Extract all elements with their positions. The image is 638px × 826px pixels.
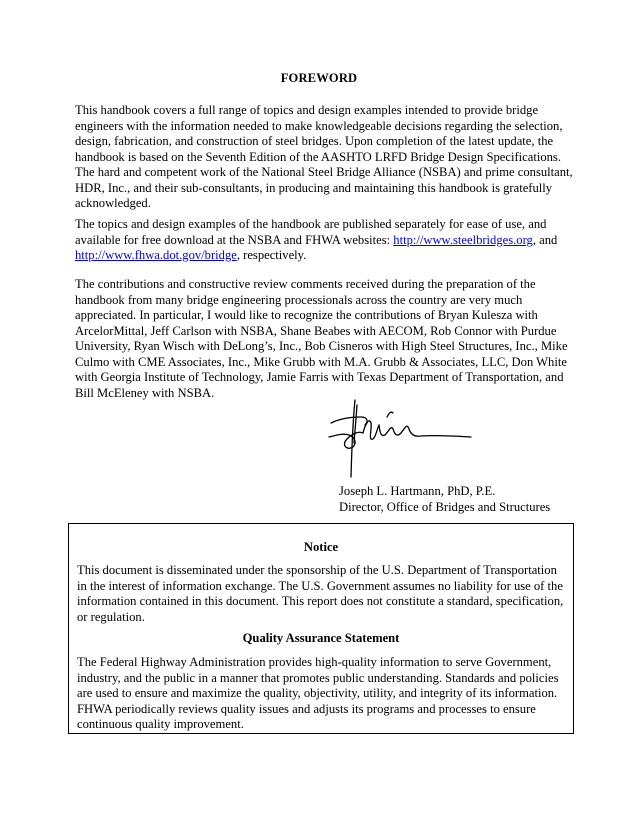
foreword-paragraph-1: This handbook covers a full range of topics and design examples intended to provide bridge engineers with the information needed to make knowledgeable decisions regarding the selection, design, fabrication, and construction of steel bridges. Upon completion of the latest update, the handbook is based on the Seventh Edition of the AASHTO LRFD Bridge Design Specifications. The hard and competent work of the National Steel Bridge Alliance (NSBA) and prime consultant, HDR, Inc., and their sub-consultants, in producing and maintaining this handbook is gratefully acknowledged.: [75, 103, 573, 210]
signer-title: Director, Office of Bridges and Structures: [339, 500, 551, 514]
notice-text: This document is disseminated under the sponsorship of the U.S. Department of Transportation in the interest of information exchange. The U.S. Government assumes no liability for use of the information contained in this document. This report does not constitute a standard, specification, or regulation.: [77, 563, 564, 624]
page-title: FOREWORD: [280, 71, 358, 85]
signer-block: [339, 483, 550, 515]
paragraph-2-text-before: The topics and design examples of the handbook are published separately for ease of use, and available for free download at the NSBA and FHWA websites:: [75, 217, 547, 247]
foreword-paragraph-2: [75, 217, 575, 264]
notice-heading: Notice: [303, 540, 339, 554]
foreword-paragraph-3: The contributions and constructive review comments received during the preparation of the handbook from many bridge engineering processionals across the country are very much appreciated. In particular, I would like to recognize the contributions of Bryan Kulesza with ArcelorMittal, Jeff Carlson with NSBA, Shane Beabes with AECOM, Rob Connor with Purdue University, Ryan Wisch with DeLong’s, Inc., Bob Cisneros with High Steel Structures, Inc., Mike Culmo with CME Associates, Inc., Mike Grubb with M.A. Grubb & Associates, LLC, Don White with Georgia Institute of Technology, Jamie Farris with Texas Department of Transportation, and Bill McEleney with NSBA.: [75, 277, 568, 400]
steelbridges-link[interactable]: http://www.steelbridges.org: [393, 232, 533, 247]
notice-box: [68, 523, 574, 734]
quality-assurance-heading: Quality Assurance Statement: [242, 631, 400, 645]
quality-assurance-text: The Federal Highway Administration provides high-quality information to serve Government, industry, and the public in a manner that promotes public understanding. Standards and policies are used to ensure and maximize the quality, objectivity, utility, and integrity of its information. FHWA periodically reviews quality issues and adjusts its programs and processes to ensure continuous quality improvement.: [77, 655, 559, 731]
handwritten-signature: [325, 395, 475, 480]
signer-name: Joseph L. Hartmann, PhD, P.E.: [339, 484, 496, 498]
paragraph-2-text-after: , respectively.: [236, 248, 307, 262]
paragraph-2-text-middle: , and: [532, 232, 558, 247]
fhwa-bridge-link[interactable]: http://www.fhwa.dot.gov/bridge: [75, 248, 237, 262]
